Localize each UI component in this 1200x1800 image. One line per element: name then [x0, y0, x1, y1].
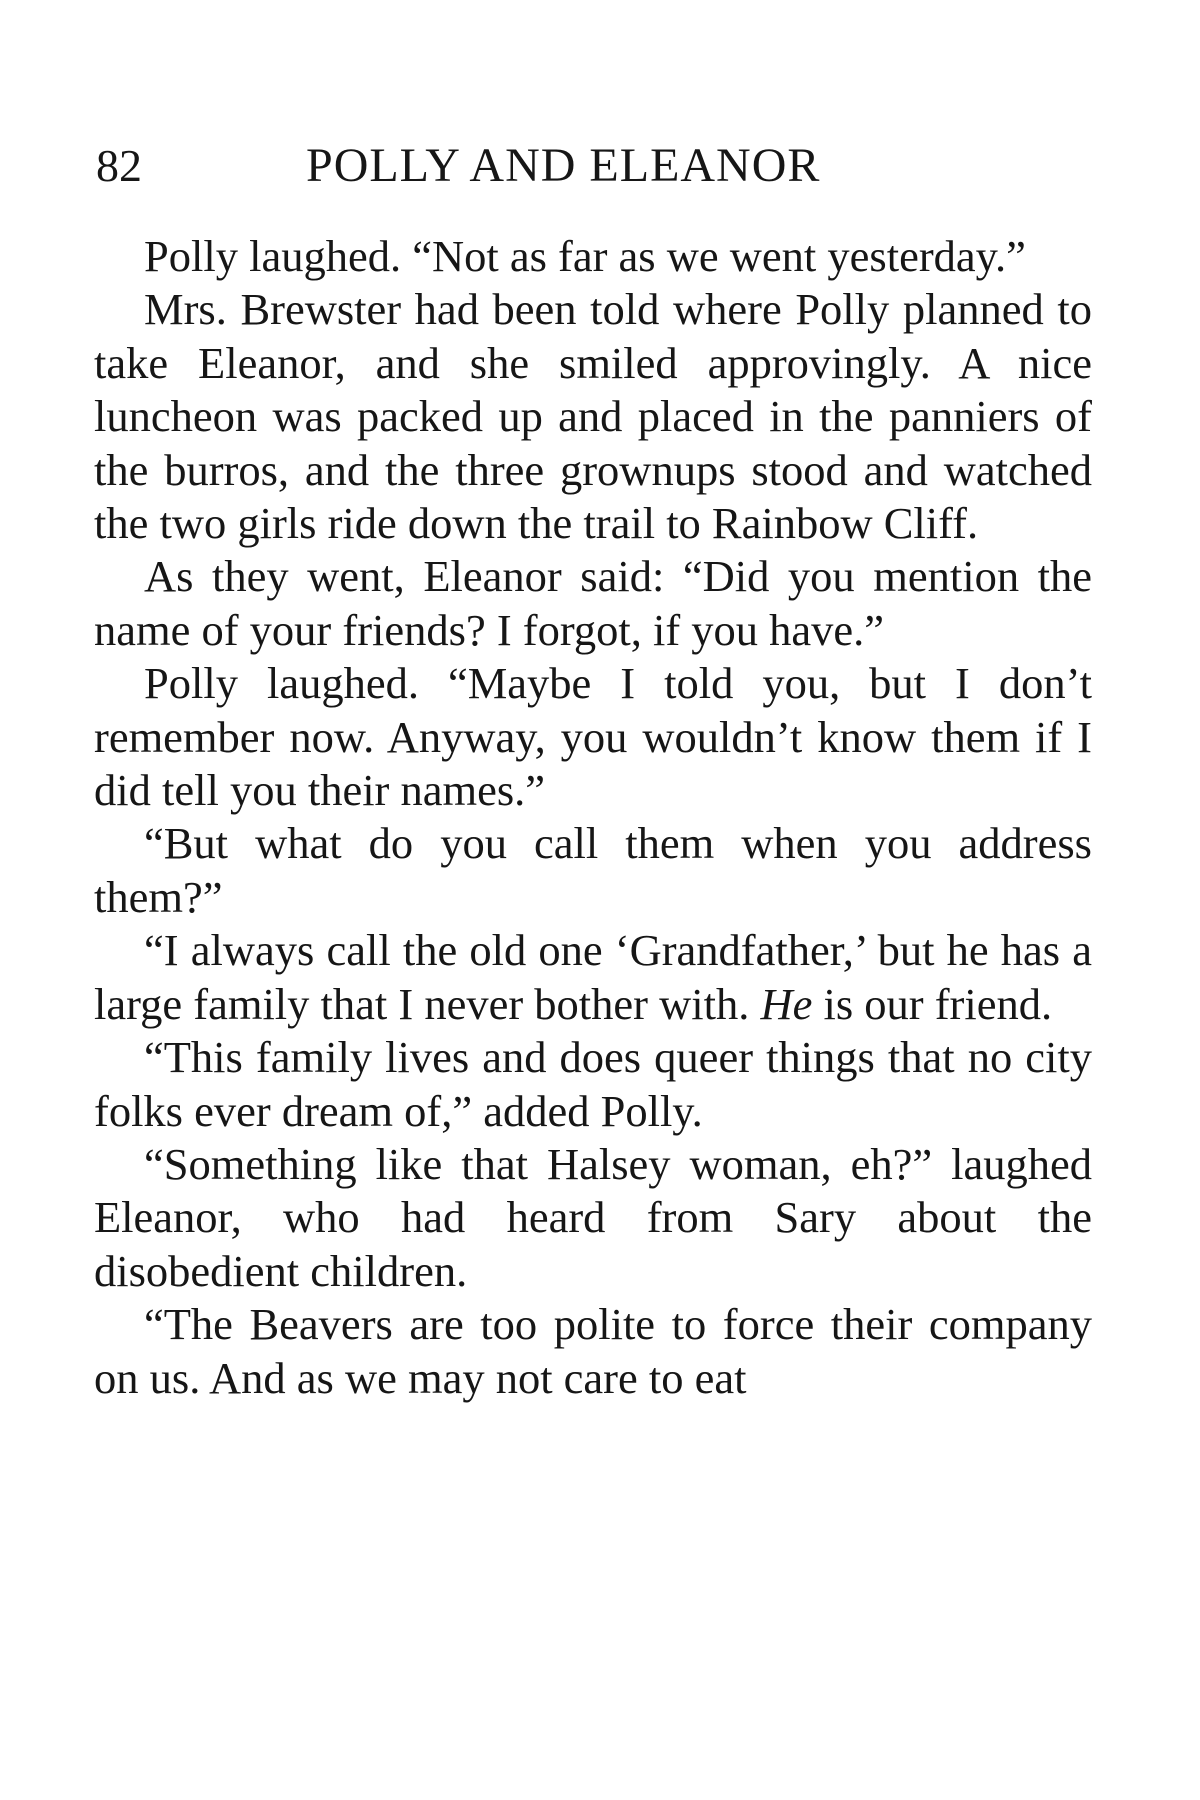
paragraph-9: “The Beavers are too polite to force their company on us. And as we may not care to eat	[94, 1299, 1092, 1403]
italic-word: He	[760, 978, 813, 1029]
paragraph-5: “But what do you call them when you address them?”	[94, 818, 1092, 922]
paragraph-6	[94, 924, 1092, 1031]
paragraph-6-text-after: is our friend.	[823, 978, 1053, 1029]
paragraph-8: “Something like that Halsey woman, eh?” laughed Eleanor, who had heard from Sary about the disobedient children.	[94, 1138, 1092, 1296]
paragraph-2: Mrs. Brewster had been told where Polly planned to take Eleanor, and she smiled approvingly. A nice luncheon was packed up and placed in the panniers of the burros, and the three grownups stood and watched the two girls ride down the trail to Rainbow Cliff.	[94, 284, 1092, 549]
paragraph-7: “This family lives and does queer things that no city folks ever dream of,” added Polly.	[94, 1032, 1092, 1136]
body-text	[94, 230, 1092, 1405]
paragraph-4: Polly laughed. “Maybe I told you, but I don’t remember now. Anyway, you wouldn’t know them if I did tell you their names.”	[94, 658, 1092, 816]
page-number: 82	[96, 140, 142, 191]
page-header	[96, 136, 1096, 196]
running-title: POLLY AND ELEANOR	[306, 139, 821, 192]
paragraph-6-text: “I always call the old one ‘Grandfather,’ but he has a large family that I never bother with.	[94, 925, 1092, 1029]
paragraph-3: As they went, Eleanor said: “Did you mention the name of your friends? I forgot, if you have.”	[94, 551, 1092, 655]
paragraph-1: Polly laughed. “Not as far as we went yesterday.”	[144, 231, 1026, 281]
